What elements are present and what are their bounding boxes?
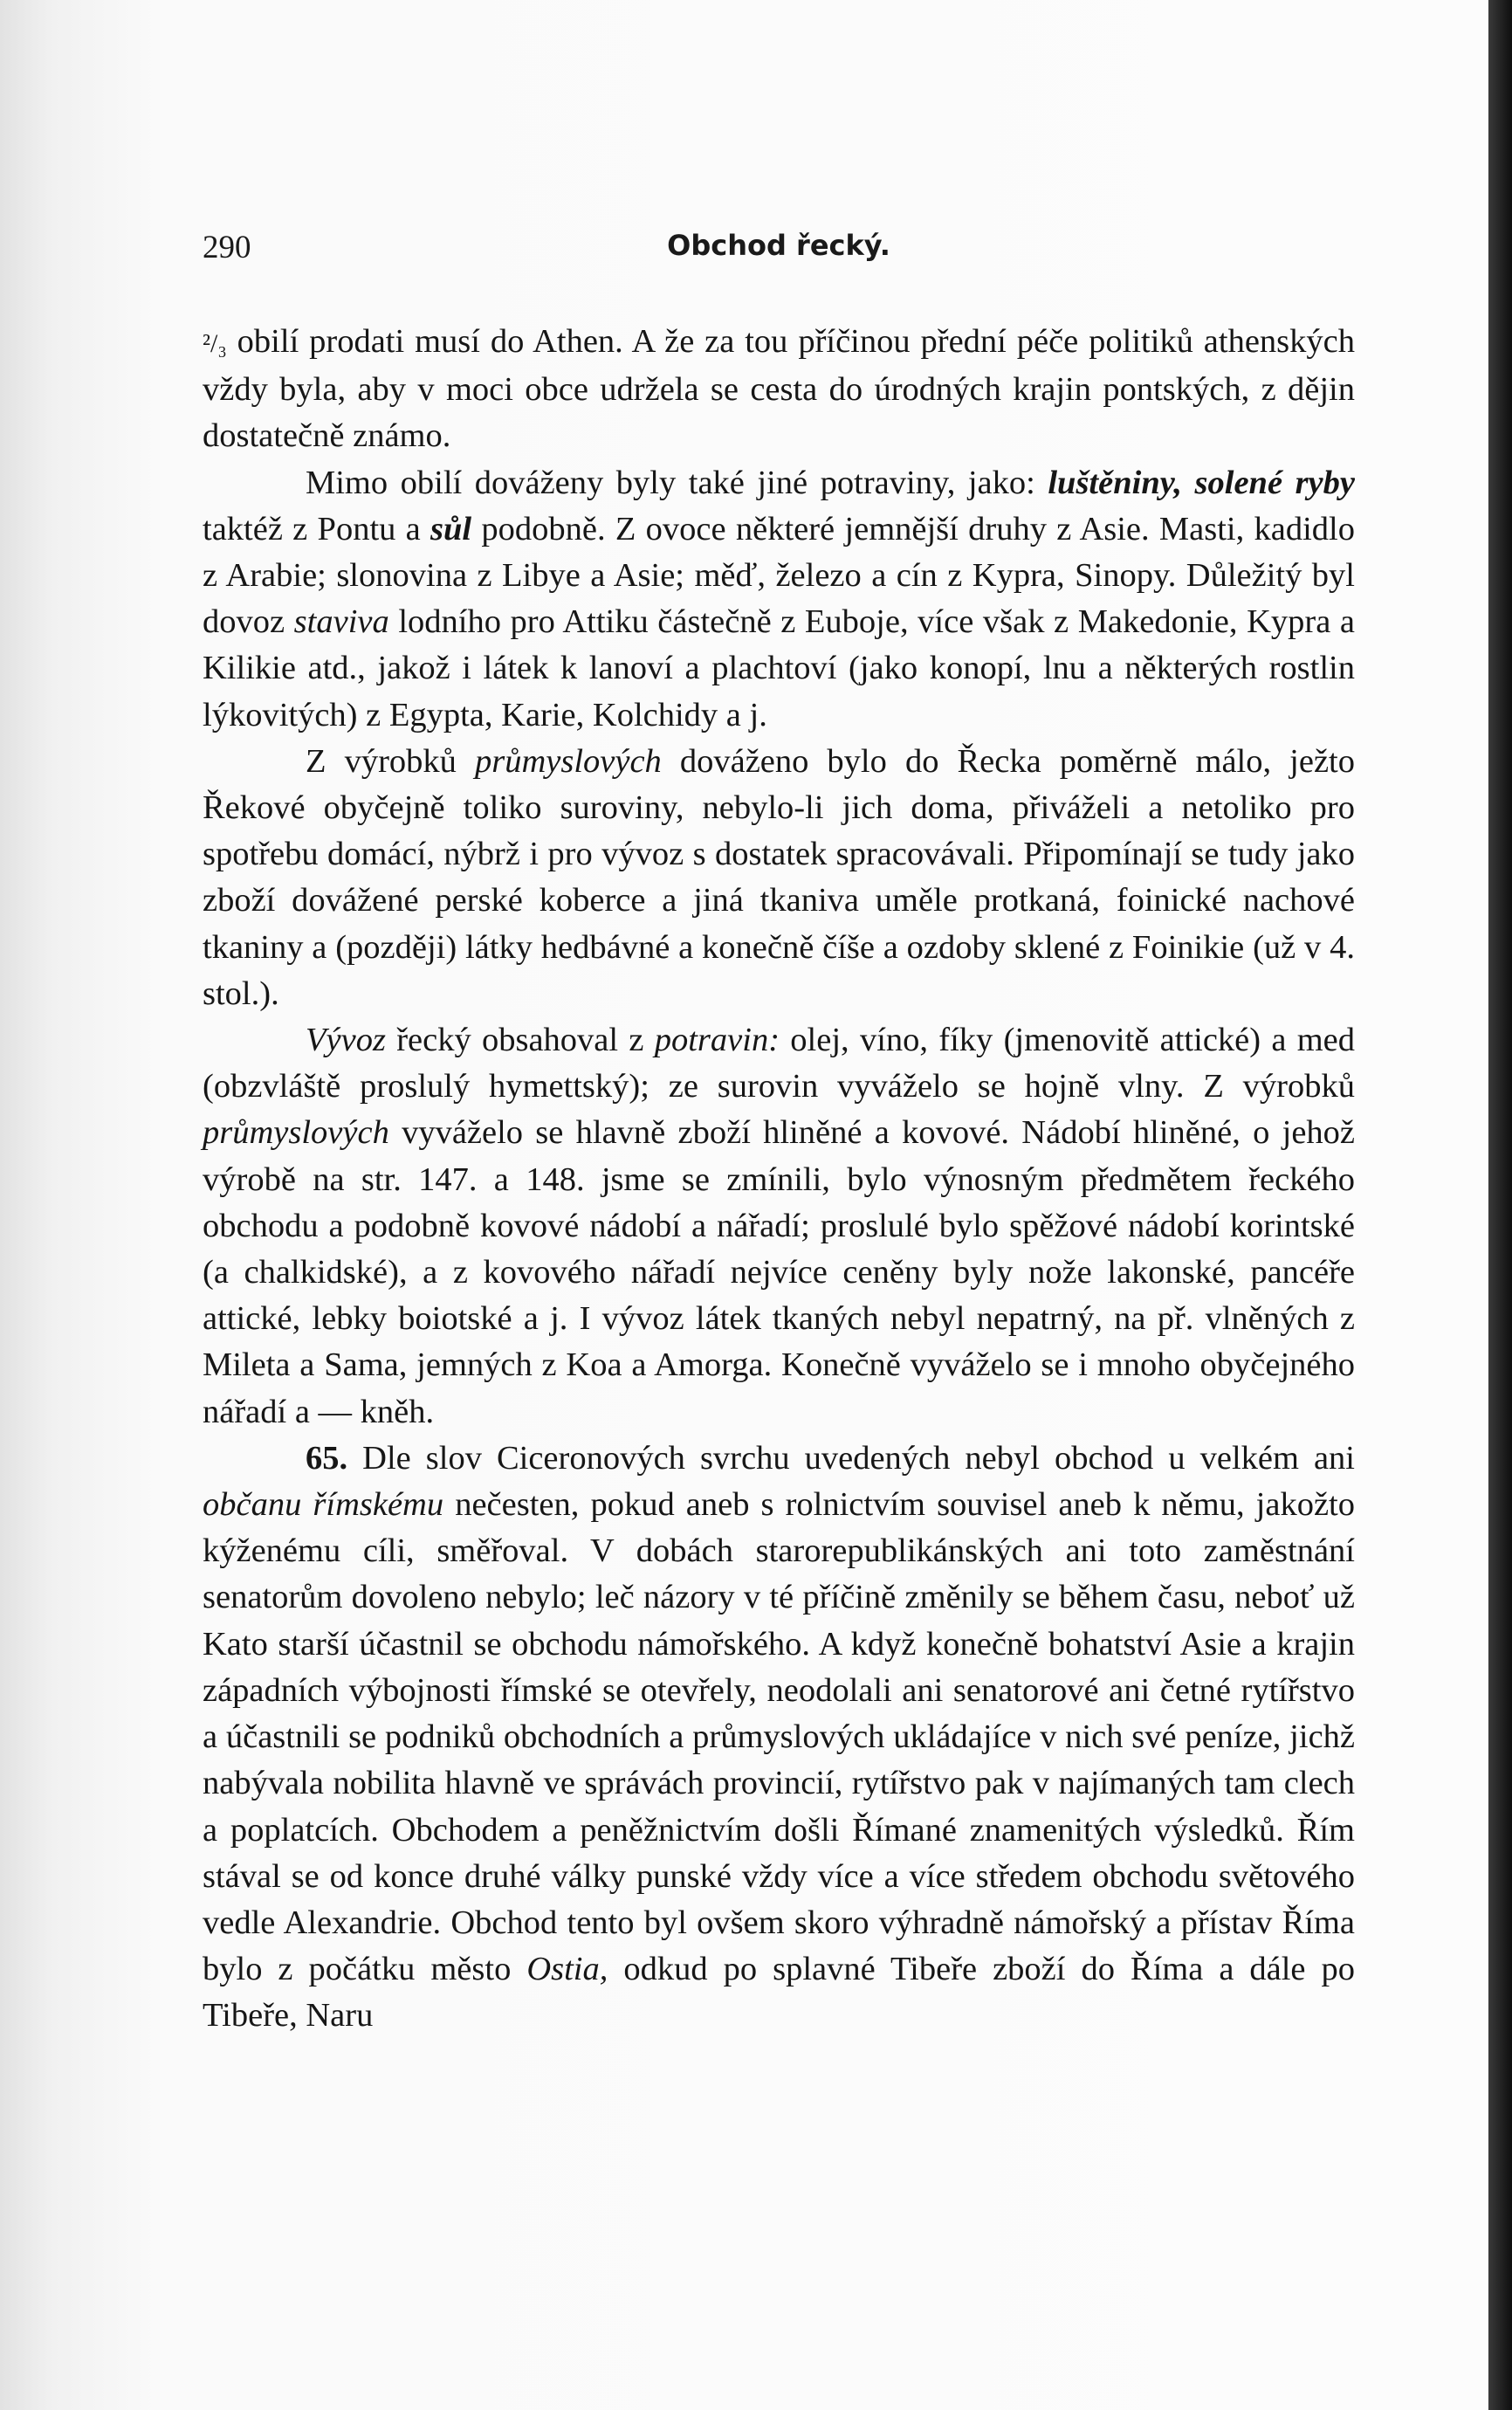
paragraph [203,739,1355,1017]
text-run: ²/₃ [203,329,227,358]
paragraph [203,319,1355,460]
text-run: podobně. Z ovoce některé jemnější druhy z Asie. Masti, kadidlo z Arabie; slonovina z Libye a Asie; měď, železo a cín z Kypra, Sinopy. Důležitý byl dovoz [203,510,1355,641]
text-run: taktéž z Pontu a [203,510,431,547]
text-run: vyváželo se hlavně zboží hliněné a kovové. Nádobí hliněné, o jehož výrobě na str. 147. a 148. jsme se zmínili, bylo výnosným předmětem řeckého obchodu a podobně kovové nádobí a nářadí; proslulé bylo spěžové nádobí korintské (a chalkidské), a z kovového nářadí nejvíce ceněny byly nože lakonské, pancéře attické, lebky boiotské a j. I vývoz látek tkaných nebyl nepatrný, na př. vlněných z Mileta a Sama, jemných z Koa a Amorga. Konečně vyváželo se i mnoho obyčejného nářadí a — kněh. [203,1114,1355,1430]
text-run: 65. [306,1439,348,1477]
text-run: řecký obsahoval z [385,1022,655,1059]
text-run: potravin: [654,1022,780,1059]
paragraph [203,460,1355,739]
text-run: lodního pro Attiku částečně z Euboje, více však z Makedonie, Kypra a Kilikie atd., jakož i látek k lanoví a plachtoví (jako konopí, lnu a některých rostlin lýkovitých) z Egypta, Karie, Kolchidy a j. [203,603,1355,733]
text-run: Z výrobků [306,742,475,780]
text-run: nečesten, pokud aneb s rolnictvím souvisel aneb k němu, jakožto kýženému cíli, směřoval. V dobách starorepublikánských ani toto zaměstnání senatorům dovoleno nebylo; leč názory v té příčině změnily se během času, neboť už Kato starší účastnil se obchodu námořského. A když konečně bohatství Asie a krajin západních výbojnosti římské se otevřely, neodolali ani senatorové ani četné rytířstvo a účastnili se podniků obchodních a průmyslových ukládajíce v nich své peníze, jichž nabývala nobilita hlavně ve správách provincií, rytířstvo pak v najímaných tam clech a poplatcích. Obchodem a peněžnictvím došli Římané znamenitých výsledků. Řím stával se od konce druhé války punské vždy více a více středem obchodu světového vedle Alexandrie. Obchod tento byl ovšem skoro výhradně námořský a přístav Říma bylo z počátku město [203,1486,1355,1988]
paragraph [203,1017,1355,1436]
text-run: olej, víno, fíky (jmenovitě attické) a med (obzvláště proslulý hymettský); ze surovin vyváželo se hojně vlny. Z výrobků [203,1022,1355,1105]
page-header [203,229,1355,281]
text-run: Ostia, [526,1951,608,1988]
text-run: průmyslových [474,742,662,780]
text-run: dováženo bylo do Řecka poměrně málo, ježto Řekové obyčejně toliko suroviny, nebylo-li jich doma, přiváželi a netoliko pro spotřebu domácí, nýbrž i pro vývoz s dostatek spracovávali. Připomínají se tudy jako zboží dovážené perské koberce a jiná tkaniva uměle protkaná, foinické nachové tkaniny a (později) látky hedbávné a konečně číše a ozdoby sklené z Foinikie (už v 4. stol.). [203,742,1355,1012]
text-run: staviva [293,603,389,641]
page-edge [1488,0,1512,2410]
text-run: Mimo obilí dováženy byly také jiné potraviny, jako: [306,464,1048,501]
text-run: průmyslových [203,1114,389,1152]
text-run: Dle slov Ciceronových svrchu uvedených nebyl obchod u velkém ani [347,1439,1355,1477]
running-title: Obchod řecký. [667,229,890,262]
body-text [203,319,1355,2040]
text-run: odkud po splavné Tibeře zboží do Říma a dále po Tibeře, Naru [203,1951,1356,2035]
page-number: 290 [203,230,251,265]
text-run: obilí prodati musí do Athen. A že za tou příčinou přední péče politiků athenských vždy byla, aby v moci obce udržela se cesta do úrodných krajin pontských, z dějin dostatečně známo. [203,323,1355,455]
paragraph [203,1436,1355,2040]
text-run: Vývoz [306,1022,386,1059]
text-run: občanu římskému [203,1486,444,1524]
text-run: sůl [430,510,472,547]
text-run: luštěniny, solené ryby [1048,464,1355,501]
